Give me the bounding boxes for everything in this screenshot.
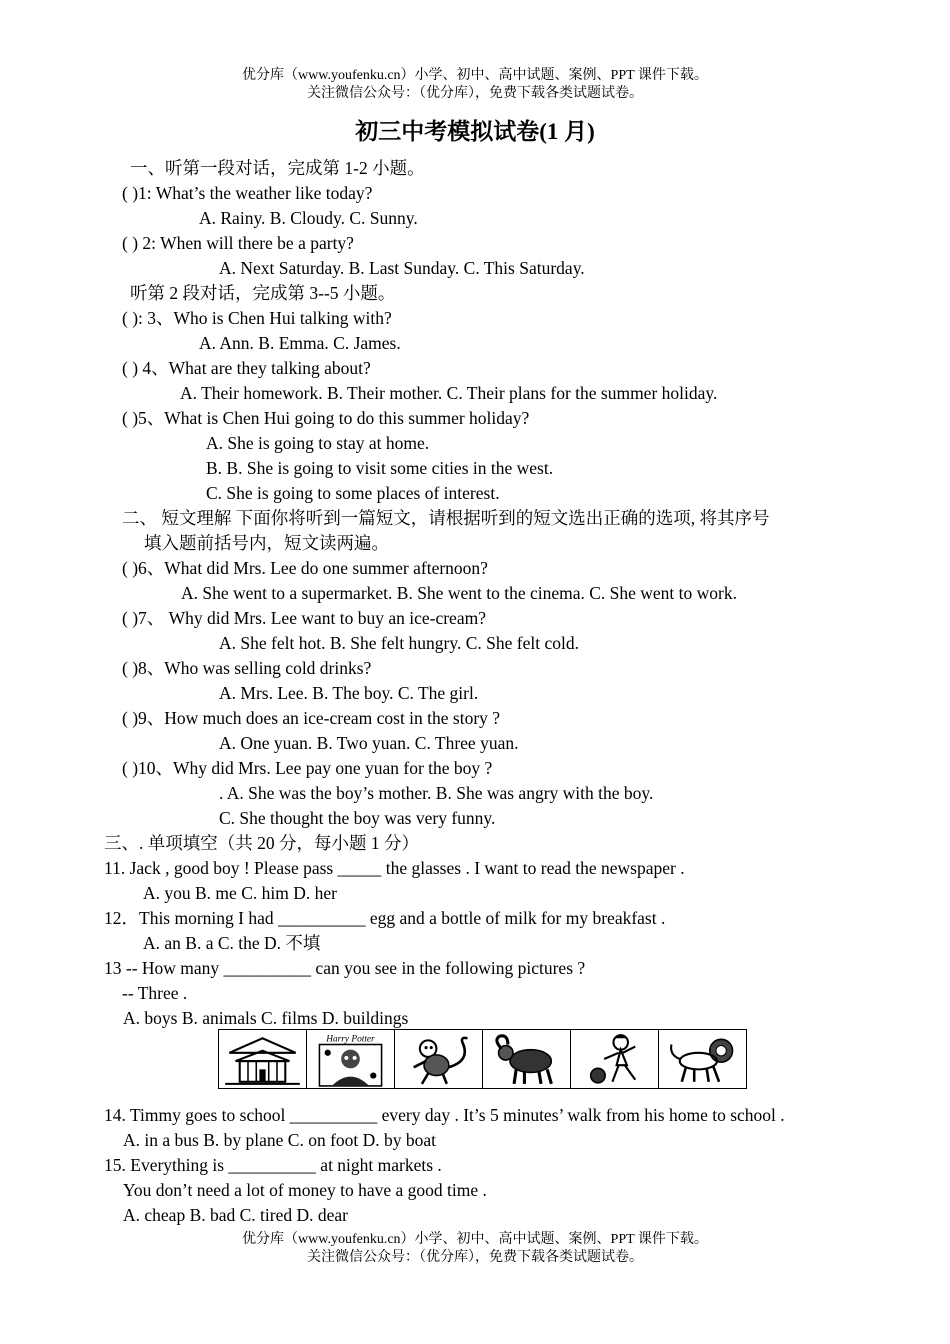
building-picture <box>219 1030 307 1088</box>
question-10-options-ab: . A. She was the boy’s mother. B. She was angry with the boy. <box>219 783 654 803</box>
question-4: ( ) 4、What are they talking about? <box>122 358 371 378</box>
monkey-icon <box>395 1030 482 1088</box>
section-2-heading: 二、 短文理解 下面你将听到一篇短文，请根据听到的短文选出正确的选项, 将其序号 <box>122 508 770 528</box>
lion-icon <box>659 1030 746 1088</box>
footer-line-2: 关注微信公众号：（优分库），免费下载各类试题试卷。 <box>307 1250 643 1265</box>
question-15-cont: You don’t need a lot of money to have a good time . <box>123 1180 487 1200</box>
question-13-answer: -- Three . <box>122 983 188 1003</box>
page-title: 初三中考模拟试卷(1 月) <box>355 119 595 144</box>
question-3: ( ): 3、Who is Chen Hui talking with? <box>122 308 392 328</box>
question-12: 12．This morning I had __________ egg and a bottle of milk for my breakfast . <box>104 908 666 928</box>
section-1-heading: 一、听第一段对话，完成第 1-2 小题。 <box>130 158 425 178</box>
question-14: 14. Timmy goes to school __________ every day . It’s 5 minutes’ walk from his home to school . <box>104 1105 785 1125</box>
section-2-heading-cont: 填入题前括号内，短文读两遍。 <box>144 533 389 553</box>
section-3-heading: 三、. 单项填空（共 20 分，每小题 1 分） <box>104 833 419 853</box>
film-poster-picture <box>307 1030 395 1088</box>
ram-picture <box>483 1030 571 1088</box>
question-7: ( )7、 Why did Mrs. Lee want to buy an ice-cream? <box>122 608 486 628</box>
question-8: ( )8、Who was selling cold drinks? <box>122 658 372 678</box>
question-5-option-b: B. B. She is going to visit some cities in the west. <box>206 458 554 478</box>
question-15: 15. Everything is __________ at night markets . <box>104 1155 442 1175</box>
dialogue-2-heading: 听第 2 段对话，完成第 3--5 小题。 <box>130 283 396 303</box>
question-4-options: A. Their homework. B. Their mother. C. Their plans for the summer holiday. <box>180 383 718 403</box>
question-9-options: A. One yuan. B. Two yuan. C. Three yuan. <box>219 733 519 753</box>
question-5-option-a: A. She is going to stay at home. <box>206 433 430 453</box>
question-13: 13 -- How many __________ can you see in the following pictures ? <box>104 958 586 978</box>
film-poster-icon <box>307 1030 394 1088</box>
header-line-2: 关注微信公众号：（优分库），免费下载各类试题试卷。 <box>307 86 643 101</box>
boy-picture <box>571 1030 659 1088</box>
boy-with-ball-icon <box>571 1030 658 1088</box>
poster-title: Harry Potter <box>326 1034 375 1045</box>
question-1-options: A. Rainy. B. Cloudy. C. Sunny. <box>199 208 418 228</box>
question-5-option-c: C. She is going to some places of interest. <box>206 483 500 503</box>
header-line-1: 优分库（www.youfenku.cn）小学、初中、高中试题、案例、PPT 课件下载。 <box>242 68 708 83</box>
question-11: 11. Jack , good boy ! Please pass _____ the glasses . I want to read the newspaper . <box>104 858 685 878</box>
temple-building-icon <box>219 1030 306 1088</box>
ram-icon <box>483 1030 570 1088</box>
question-15-options: A. cheap B. bad C. tired D. dear <box>123 1205 348 1225</box>
question-7-options: A. She felt hot. B. She felt hungry. C. She felt cold. <box>219 633 579 653</box>
question-8-options: A. Mrs. Lee. B. The boy. C. The girl. <box>219 683 479 703</box>
lion-picture <box>659 1030 746 1088</box>
question-13-picture-strip <box>218 1029 747 1089</box>
footer-line-1: 优分库（www.youfenku.cn）小学、初中、高中试题、案例、PPT 课件下载。 <box>242 1232 708 1247</box>
question-10-option-c: C. She thought the boy was very funny. <box>219 808 496 828</box>
question-2: ( ) 2: When will there be a party? <box>122 233 354 253</box>
question-9: ( )9、How much does an ice-cream cost in the story ? <box>122 708 501 728</box>
question-6: ( )6、What did Mrs. Lee do one summer afternoon? <box>122 558 488 578</box>
question-5: ( )5、What is Chen Hui going to do this summer holiday? <box>122 408 530 428</box>
question-2-options: A. Next Saturday. B. Last Sunday. C. This Saturday. <box>219 258 585 278</box>
question-1: ( )1: What’s the weather like today? <box>122 183 373 203</box>
question-12-options: A. an B. a C. the D. 不填 <box>143 933 321 953</box>
question-13-options: A. boys B. animals C. films D. buildings <box>123 1008 409 1028</box>
question-6-options: A. She went to a supermarket. B. She went to the cinema. C. She went to work. <box>181 583 738 603</box>
monkey-picture <box>395 1030 483 1088</box>
question-3-options: A. Ann. B. Emma. C. James. <box>199 333 401 353</box>
question-14-options: A. in a bus B. by plane C. on foot D. by boat <box>123 1130 437 1150</box>
question-11-options: A. you B. me C. him D. her <box>143 883 337 903</box>
question-10: ( )10、Why did Mrs. Lee pay one yuan for the boy ? <box>122 758 493 778</box>
